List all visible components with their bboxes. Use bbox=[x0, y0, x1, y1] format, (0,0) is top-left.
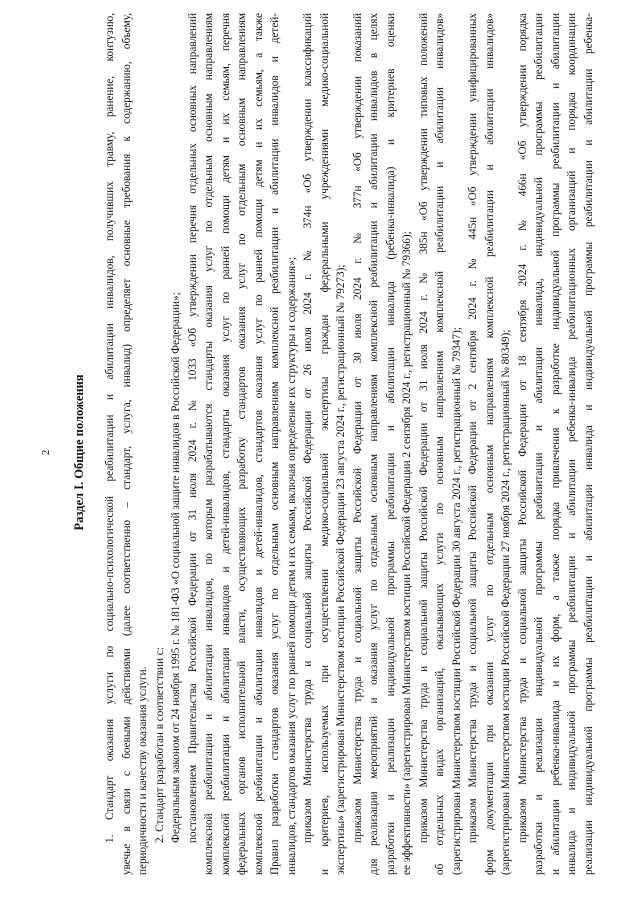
text-line: Федеральным законом от 24 ноября 1995 г. № 181-ФЗ «О социальной защите инвалидов в Российской Федерации»; bbox=[170, 292, 182, 843]
text-line: реализации индивидуальной программы реабилитации и абилитации инвалида и индивидуальной программы реабилитации и абилитации ребенка- bbox=[582, 13, 595, 875]
text-line: периодичности и качеству оказания услуги. bbox=[137, 666, 149, 875]
text-line: Правил разработки стандартов оказания услуг по отдельным основным направлениям комплексной реабилитации и абилитации инвалидов и детей- bbox=[269, 13, 281, 875]
text-line: об отдельных видах организаций, оказывающих услуги по основным направлениям комплексной реабилитации и абилитации инвалидов» bbox=[434, 13, 446, 875]
text-line: приказом Министерства труда и социальной защиты Российской Федерации от 2 сентября 2024 г. № 445н «Об утверждении унифицированных bbox=[467, 13, 479, 843]
text-line: (зарегистрирован Министерством юстиции Российской Федерации 30 августа 2024 г., регистрационный № 79347); bbox=[450, 327, 463, 875]
text-line: для реализации мероприятий и оказания услуг по отдельным основным направлениям комплексной реабилитации и абилитации инвалидов в целях bbox=[368, 13, 380, 875]
text-line: постановлением Правительства Российской Федерации от 31 июля 2024 г. № 1033 «Об утверждении перечня отдельных основных направлений bbox=[186, 13, 199, 843]
text-line: и критериев, используемых при осуществлении медико-социальной экспертизы граждан федеральными учреждениями медико-социальной bbox=[318, 13, 331, 875]
text-line: 1. Стандарт оказания услуги по социально-психологической реабилитации и абилитации инвалидов, получивших травму, ранение, контузию, bbox=[104, 13, 116, 843]
text-line: разработки и реализации индивидуальной программы реабилитации и абилитации инвалида, индивидуальной программы реабилитации bbox=[533, 13, 545, 875]
section-title: Раздел I. Общие положения bbox=[72, 374, 86, 531]
page-number: 2 bbox=[40, 449, 52, 456]
text-line: форм документации при оказании услуг по отдельным основным направлениям комплексной реабилитации и абилитации инвалидов» bbox=[483, 13, 496, 875]
text-line: приказом Министерства труда и социальной защиты Российской Федерации от 30 июля 2024 г. № 377н «Об утверждении показаний bbox=[351, 13, 364, 843]
text-line: 2. Стандарт разработан в соответствии с: bbox=[153, 647, 166, 843]
text-line: экспертизы» (зарегистрирован Министерством юстиции Российской Федерации 23 августа 2024 г., регистрационный № 79273); bbox=[335, 264, 347, 875]
text-line: приказом Министерства труда и социальной защиты Российской Федерации от 26 июля 2024 г. № 374н «Об утверждении классификаций bbox=[302, 13, 314, 843]
text-line: (зарегистрирован Министерством юстиции Российской Федерации 27 ноября 2024 г., регистрационный № 80349); bbox=[500, 329, 512, 875]
text-line: федеральных органов исполнительной власти, осуществляющих разработку стандартов оказания услуг по отдельным основным направлениям bbox=[236, 13, 248, 875]
text-line: ее эффективности» (зарегистрирован Министерством юстиции Российской Федерации 2 сентября 2024 г., регистрационный № 79366); bbox=[401, 231, 413, 875]
text-line: и абилитации ребенка-инвалида и их форм, а также порядка привлечения к разработке индивидуальной программы реабилитации и абилитации bbox=[549, 13, 562, 875]
text-line: разработки и реализации индивидуальной программы реабилитации и абилитации инвалида (ребенка-инвалида) и критериев оценки bbox=[384, 13, 397, 875]
text-line: приказом Министерства труда и социальной защиты Российской Федерации от 18 сентября 2024 г. № 466н «Об утверждении порядка bbox=[516, 13, 529, 843]
text-line: увечье в связи с боевыми действиями (далее соответственно – стандарт, услуга, инвалид) определяет основные требования к содержанию, объему, bbox=[120, 13, 133, 875]
text-line: инвалидов, стандартов оказания услуг по ранней помощи детям и их семьям, включая определение их структуры и содержания»; bbox=[285, 257, 298, 875]
text-line: приказом Министерства труда и социальной защиты Российской Федерации от 31 июля 2024 г. № 385н «Об утверждении типовых положений bbox=[417, 13, 430, 843]
document-body bbox=[102, 13, 597, 875]
text-line: комплексной реабилитации и абилитации инвалидов и детей-инвалидов, стандартов оказания услуг по ранней помощи детям и их семьям, а также bbox=[252, 13, 265, 875]
text-line: комплексной реабилитации и абилитации инвалидов, по которым разрабатываются стандарты оказания услуг по отдельным основным направлениям bbox=[203, 13, 215, 875]
text-line: комплексной реабилитации и абилитации инвалидов и детей-инвалидов, стандарты оказания услуг по ранней помощи детям и их семьям, перечня bbox=[219, 13, 232, 875]
text-line: инвалида и индивидуальной программы реабилитации и абилитации ребенка-инвалида реабилитационных организаций и порядка координации bbox=[566, 13, 578, 875]
